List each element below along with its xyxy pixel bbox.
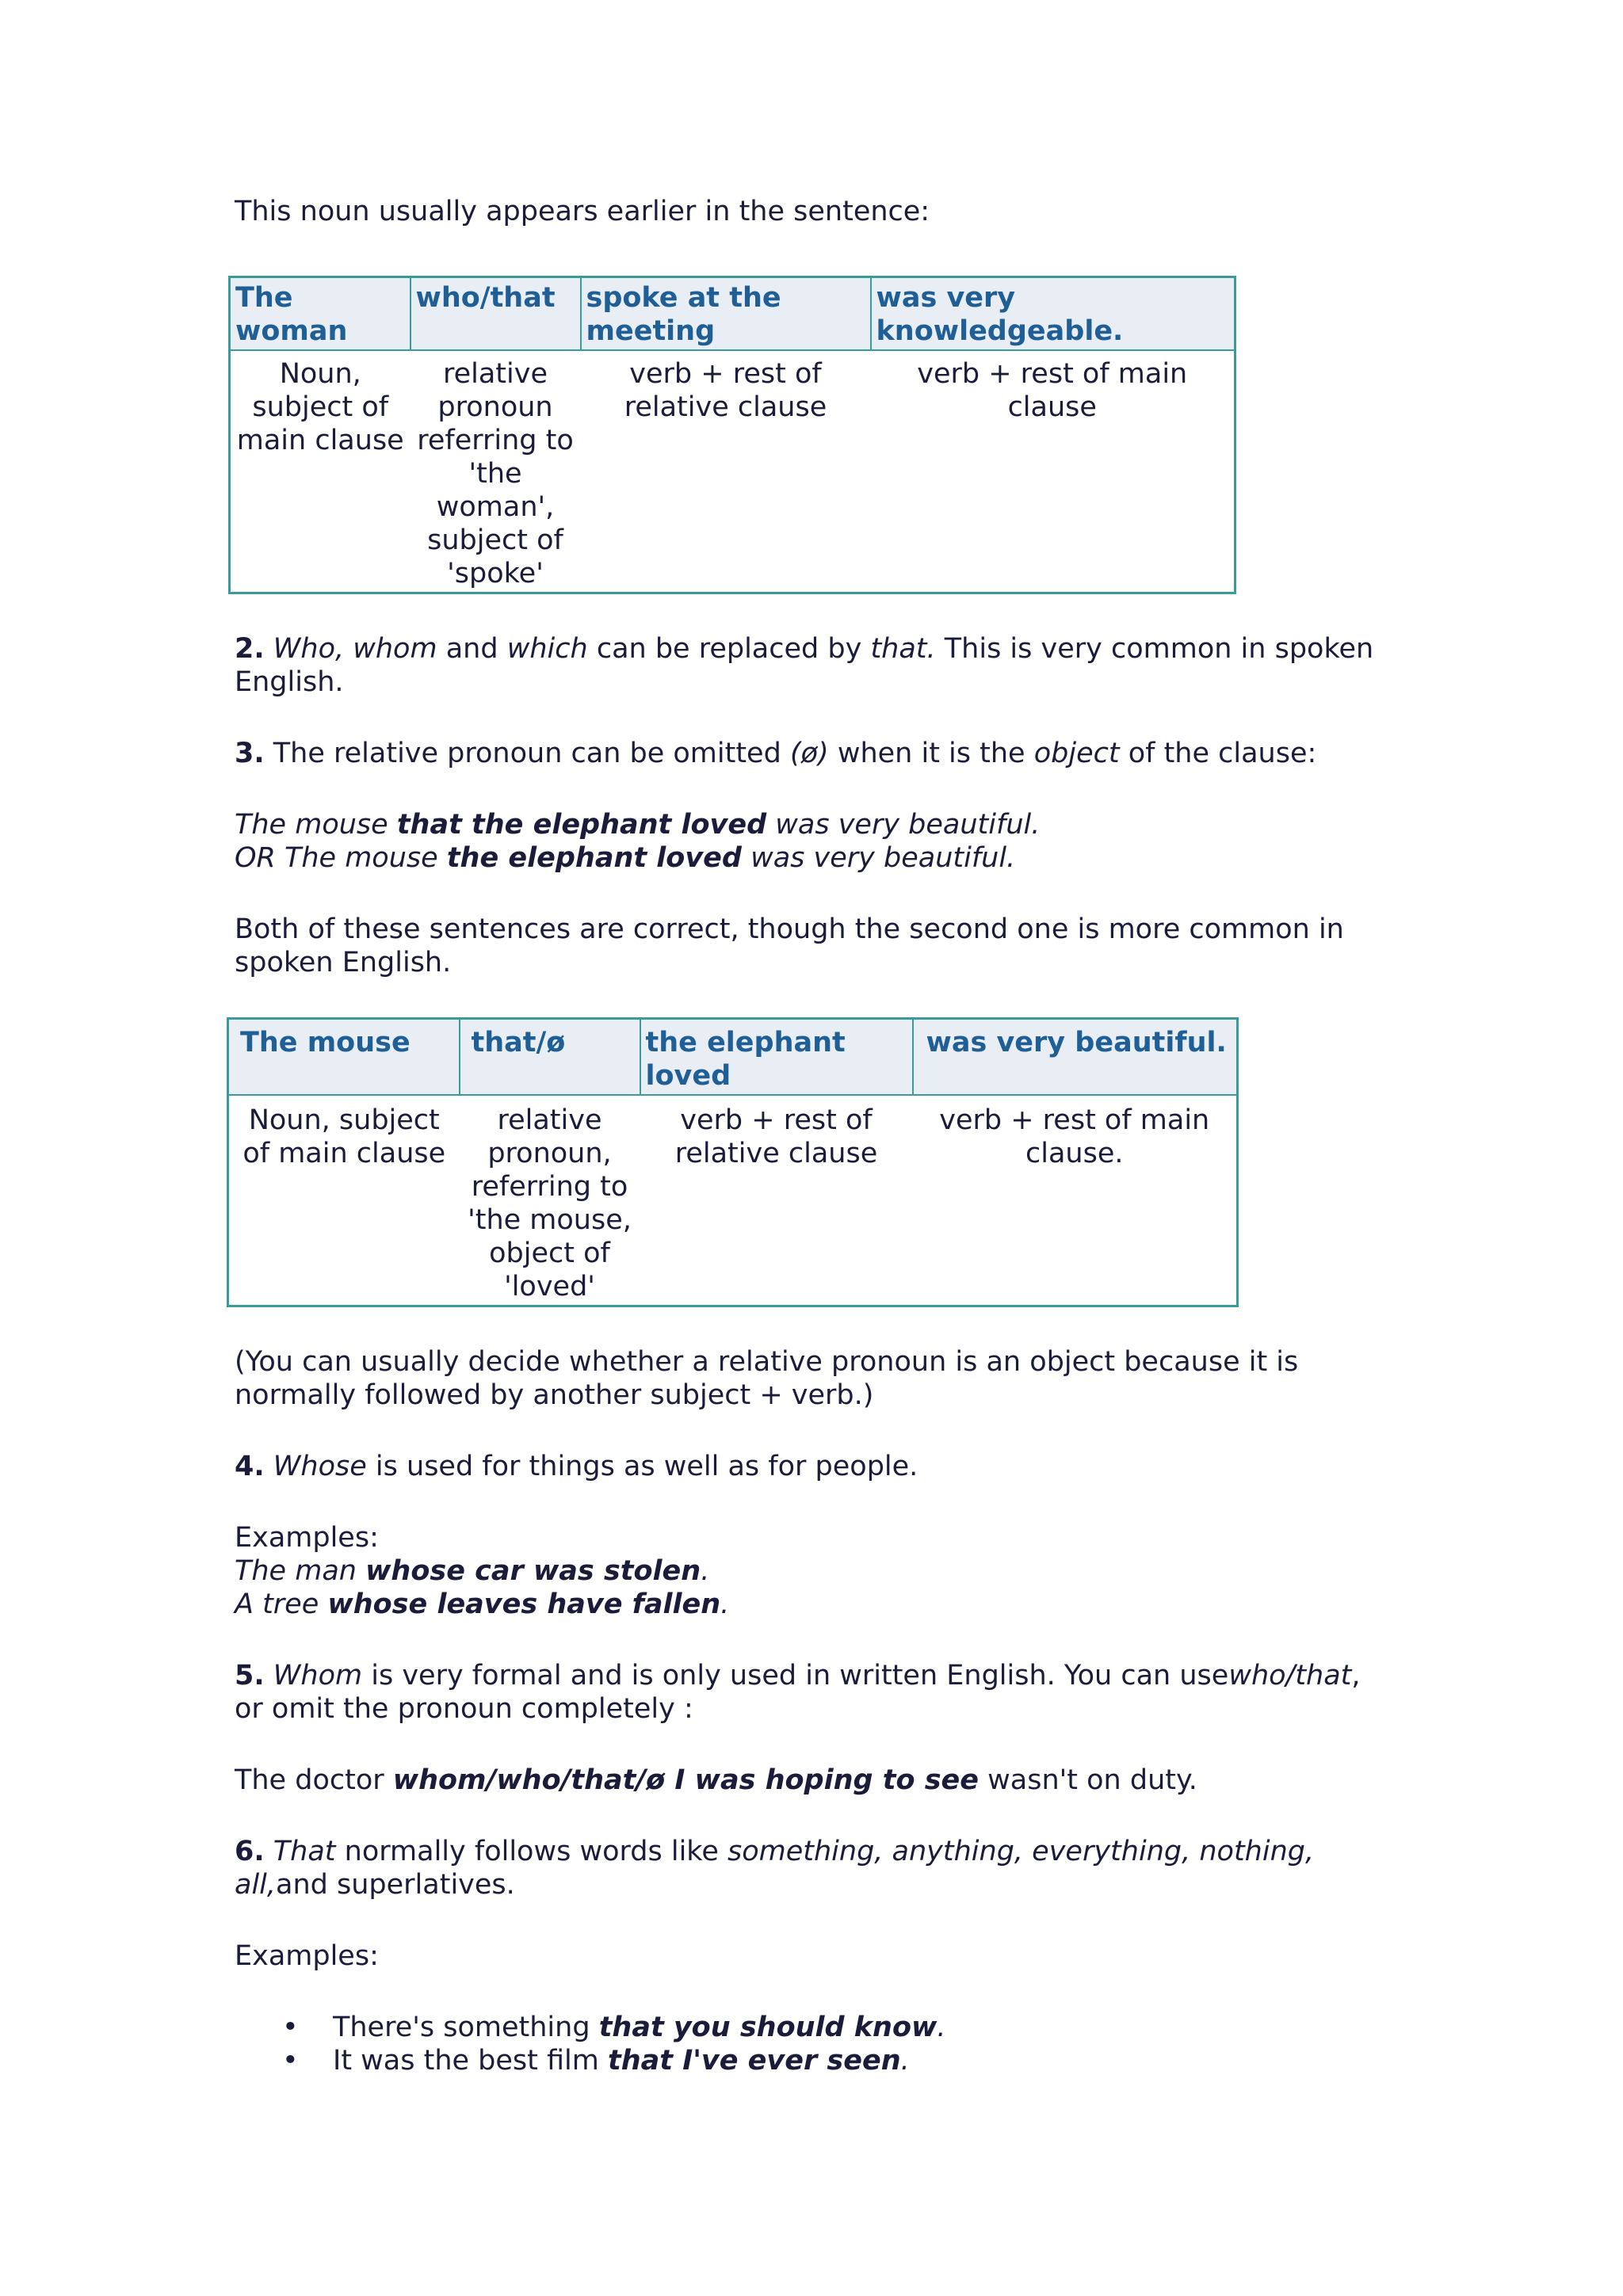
emphasis-text: who/that — [1228, 1660, 1352, 1691]
examples-label: Examples: — [235, 1940, 379, 1972]
emphasis-text: something, anything, everything, nothing, all, — [235, 1836, 1315, 1901]
emphasis-text: That — [273, 1836, 336, 1867]
point-number: 4. — [235, 1451, 265, 1482]
point-5 — [235, 1659, 1392, 1726]
emphasis-text: that. — [870, 633, 936, 665]
point-2 — [235, 632, 1392, 699]
relative-clause-table-1 — [228, 276, 1236, 594]
example-text: A tree — [235, 1589, 319, 1620]
body-text: is used for things as well as for people. — [375, 1451, 918, 1482]
spacer — [235, 1483, 1392, 1521]
body-text: normally follows words like — [344, 1836, 719, 1867]
example-text: There's something — [333, 2012, 590, 2043]
example-sentence — [235, 1588, 1392, 1621]
spacer — [235, 699, 1392, 737]
list-item — [235, 2011, 1392, 2044]
example-sentence — [235, 1554, 1392, 1588]
example-highlight: whom/who/that/ø I was hoping to see — [392, 1764, 980, 1796]
example-sentence — [235, 1764, 1392, 1797]
table-header-cell: who/that — [411, 277, 581, 351]
table-header-row — [230, 277, 1235, 351]
body-text: and superlatives. — [276, 1869, 515, 1901]
body-text: is very formal and is only used in written English. You can use — [371, 1660, 1229, 1691]
emphasis-text: Who, whom — [273, 633, 437, 665]
body-text: This is very common in spoken English. — [235, 633, 1374, 698]
example-highlight: whose car was stolen — [365, 1555, 701, 1587]
example-highlight: that you should know — [598, 2012, 938, 2043]
list-item — [235, 2044, 1392, 2077]
spacer — [235, 1621, 1392, 1659]
table-cell: verb + rest of main clause — [871, 350, 1235, 593]
point-number: 2. — [235, 633, 265, 665]
example-highlight: that the elephant loved — [396, 809, 767, 841]
examples-list — [235, 2011, 1392, 2077]
table-cell: verb + rest of relative clause — [581, 350, 871, 593]
body-text: when it is the — [837, 738, 1025, 769]
body-text: can be replaced by — [596, 633, 862, 665]
example-text: wasn't on duty. — [987, 1764, 1197, 1796]
example-text: OR The mouse — [235, 842, 438, 874]
spacer — [235, 1412, 1392, 1450]
table-header-cell: The mouse — [228, 1019, 460, 1096]
table-header-cell: the elephant loved — [640, 1019, 913, 1096]
spacer — [235, 875, 1392, 913]
example-text: was very beautiful. — [775, 809, 1041, 841]
example-sentence — [235, 841, 1392, 875]
example-highlight: the elephant loved — [446, 842, 742, 874]
table-header-cell: was very beautiful. — [913, 1019, 1238, 1096]
example-text: . — [937, 2012, 946, 2043]
spacer — [235, 1973, 1392, 2011]
point-6 — [235, 1835, 1392, 1901]
table-row — [228, 1095, 1238, 1306]
body-text: and — [445, 633, 498, 665]
emphasis-text: object — [1033, 738, 1120, 769]
body-paragraph: Both of these sentences are correct, though the second one is more common in spoken English. — [235, 913, 1344, 978]
emphasis-text: which — [506, 633, 588, 665]
examples-label: Examples: — [235, 1522, 379, 1554]
spacer — [235, 228, 1392, 276]
example-highlight: whose leaves have fallen — [327, 1589, 721, 1620]
spacer — [235, 1797, 1392, 1835]
example-text: . — [701, 1555, 710, 1587]
table-cell: relative pronoun, referring to 'the mouse, object of 'loved' — [460, 1095, 640, 1306]
body-text: , or omit the pronoun completely : — [235, 1660, 1361, 1725]
example-text: It was the best film — [333, 2045, 599, 2077]
table-cell: verb + rest of relative clause — [640, 1095, 913, 1306]
example-text: The man — [235, 1555, 357, 1587]
table-header-cell: was very knowledgeable. — [871, 277, 1235, 351]
intro-text: This noun usually appears earlier in the sentence: — [235, 196, 930, 227]
table-row — [230, 350, 1235, 593]
emphasis-text: (ø) — [789, 738, 829, 769]
bullet-icon: • — [282, 2045, 299, 2077]
example-text: . — [900, 2045, 910, 2077]
spacer — [235, 979, 1392, 1017]
spacer — [235, 1901, 1392, 1939]
example-text: was very beautiful. — [750, 842, 1016, 874]
table-header-cell: spoke at the meeting — [581, 277, 871, 351]
spacer — [235, 1307, 1392, 1345]
table-cell: Noun, subject of main clause — [228, 1095, 460, 1306]
spacer — [235, 1726, 1392, 1764]
document-page — [235, 195, 1392, 2077]
emphasis-text: Whom — [273, 1660, 363, 1691]
emphasis-text: Whose — [273, 1451, 367, 1482]
point-3 — [235, 737, 1392, 770]
relative-clause-table-2 — [227, 1017, 1239, 1307]
point-4 — [235, 1450, 1392, 1483]
body-text: of the clause: — [1128, 738, 1317, 769]
example-text: . — [720, 1589, 730, 1620]
point-number: 3. — [235, 738, 265, 769]
table-cell: Noun, subject of main clause — [230, 350, 411, 593]
table-header-row — [228, 1019, 1238, 1096]
body-text: The relative pronoun can be omitted — [273, 738, 781, 769]
example-sentence — [235, 808, 1392, 841]
spacer — [235, 770, 1392, 808]
note-paragraph: (You can usually decide whether a relative pronoun is an object because it is normally followed by another subject + verb.) — [235, 1346, 1299, 1411]
table-header-cell: that/ø — [460, 1019, 640, 1096]
example-text: The doctor — [235, 1764, 384, 1796]
spacer — [235, 594, 1392, 632]
point-number: 6. — [235, 1836, 265, 1867]
example-highlight: that I've ever seen — [608, 2045, 901, 2077]
table-header-cell: The woman — [230, 277, 411, 351]
example-text: The mouse — [235, 809, 388, 841]
table-cell: verb + rest of main clause. — [913, 1095, 1238, 1306]
bullet-icon: • — [282, 2012, 299, 2043]
table-cell: relative pronoun referring to 'the woman', subject of 'spoke' — [411, 350, 581, 593]
point-number: 5. — [235, 1660, 265, 1691]
